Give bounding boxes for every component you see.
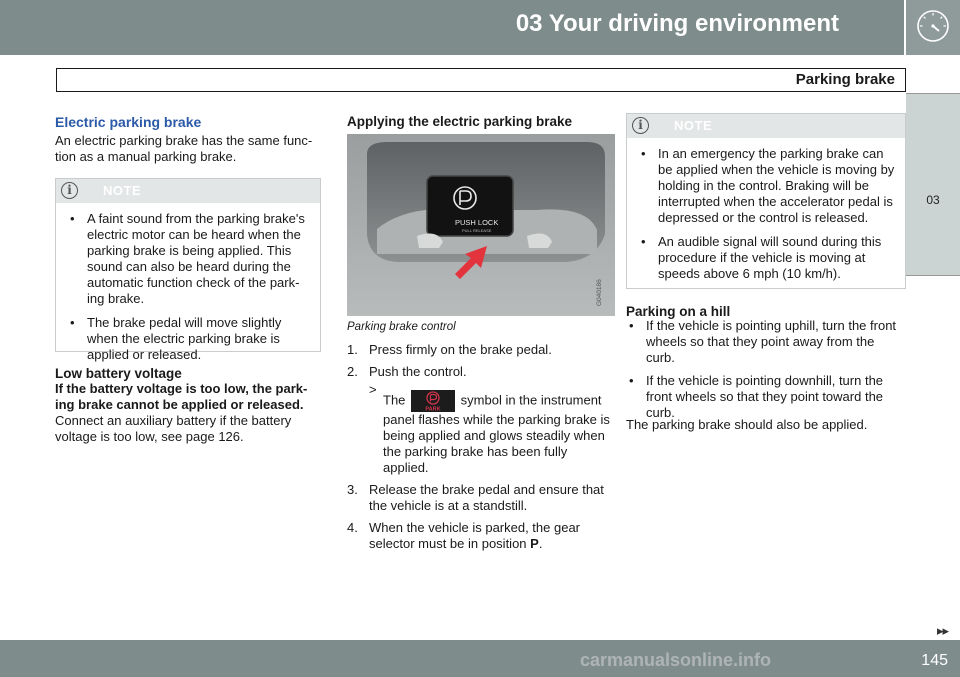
note-item: • A faint sound from the parking brake's electric motor can be heard when the parking brake is being applied. This sound can also be heard during the automatic function check of the park-ing brake. xyxy=(66,211,310,307)
button-label: PUSH LOCK xyxy=(455,218,499,227)
footer-bar xyxy=(0,640,960,677)
hill-footer-text: The parking brake should also be applied. xyxy=(626,417,868,432)
next-page-arrows-icon: ▸▸ xyxy=(936,623,948,638)
chapter-tab xyxy=(906,93,960,276)
note-list xyxy=(56,203,320,377)
note-list xyxy=(627,138,905,296)
note-box-1 xyxy=(55,178,321,362)
photo-caption: Parking brake control xyxy=(347,321,456,333)
step-text: When the vehicle is parked, the gear selector must be in position xyxy=(369,520,581,551)
step-text: Press firmly on the brake pedal. xyxy=(369,342,552,357)
hill-item: • If the vehicle is pointing uphill, turn the front wheels so that they point away from the curb. xyxy=(626,318,905,366)
result-text-before: The xyxy=(383,392,406,408)
electric-parking-brake-heading: Electric parking brake xyxy=(55,114,202,130)
note-header xyxy=(56,179,320,203)
step-item xyxy=(347,520,615,552)
note-box-2 xyxy=(626,113,906,289)
chapter-tab-label: 03 xyxy=(926,193,940,207)
low-battery-warning: If the battery voltage is too low, the park-ing brake cannot be applied or released. xyxy=(55,381,308,412)
page-number: 145 xyxy=(921,652,948,669)
info-icon: i xyxy=(61,182,78,199)
step-number: 4. xyxy=(347,520,358,535)
section-title: Parking brake xyxy=(795,71,895,88)
parking-brake-photo xyxy=(347,134,615,316)
watermark: carmanualsonline.info xyxy=(580,650,772,670)
note-title: NOTE xyxy=(103,183,142,198)
section-header xyxy=(56,68,906,92)
step-number: 3. xyxy=(347,482,358,497)
intro-paragraph: An electric parking brake has the same func-tion as a manual parking brake. xyxy=(55,133,313,164)
steps-list xyxy=(347,342,615,558)
note-header xyxy=(627,114,905,138)
note-title: NOTE xyxy=(674,118,713,133)
result-marker: > xyxy=(369,382,377,397)
low-battery-heading: Low battery voltage xyxy=(55,366,182,381)
chapter-icon-box xyxy=(906,0,960,55)
hill-list xyxy=(626,318,905,428)
step-result xyxy=(369,382,615,476)
step-text: Release the brake pedal and ensure that the vehicle is at a standstill. xyxy=(369,482,604,513)
applying-brake-heading: Applying the electric parking brake xyxy=(347,114,573,129)
step-item xyxy=(347,482,615,514)
step-item xyxy=(347,342,615,358)
step-number: 1. xyxy=(347,342,358,357)
info-icon: i xyxy=(632,117,649,134)
parking-brake-illustration xyxy=(347,134,615,316)
note-item: • The brake pedal will move slightly when the electric parking brake is applied or released. xyxy=(66,315,310,363)
low-battery-text: Connect an auxiliary battery if the battery voltage is too low, see page 126. xyxy=(55,413,292,444)
header-bar xyxy=(0,0,904,55)
button-sublabel: PULL RELEASE xyxy=(462,228,492,233)
note-item: • An audible signal will sound during this procedure if the vehicle is moving at speeds above 6 mph (10 km/h). xyxy=(637,234,895,282)
parking-hill-heading: Parking on a hill xyxy=(626,304,731,319)
step-text: Push the control. xyxy=(369,364,467,379)
park-symbol-label: PARK xyxy=(425,406,441,412)
result-text-after: symbol in the instrument panel flashes while the parking brake is being applied and glows steadily when the parking brake has been fully applied. xyxy=(383,392,610,475)
step-text-tail: . xyxy=(538,536,543,551)
note-item: • In an emergency the parking brake can be applied when the vehicle is moving by holding in the control. Braking will be interrupted when the accelerator pedal is depressed or the control is released. xyxy=(637,146,895,226)
chapter-title: 03 Your driving environment xyxy=(515,10,839,37)
hill-item: • If the vehicle is pointing downhill, turn the front wheels so that they point toward the curb. xyxy=(626,373,905,421)
gear-position: P xyxy=(530,536,539,551)
step-item xyxy=(347,364,615,476)
step-number: 2. xyxy=(347,364,358,379)
park-brake-symbol-icon xyxy=(411,390,455,412)
gauge-icon xyxy=(916,9,950,43)
image-code: G040186 xyxy=(596,279,603,306)
